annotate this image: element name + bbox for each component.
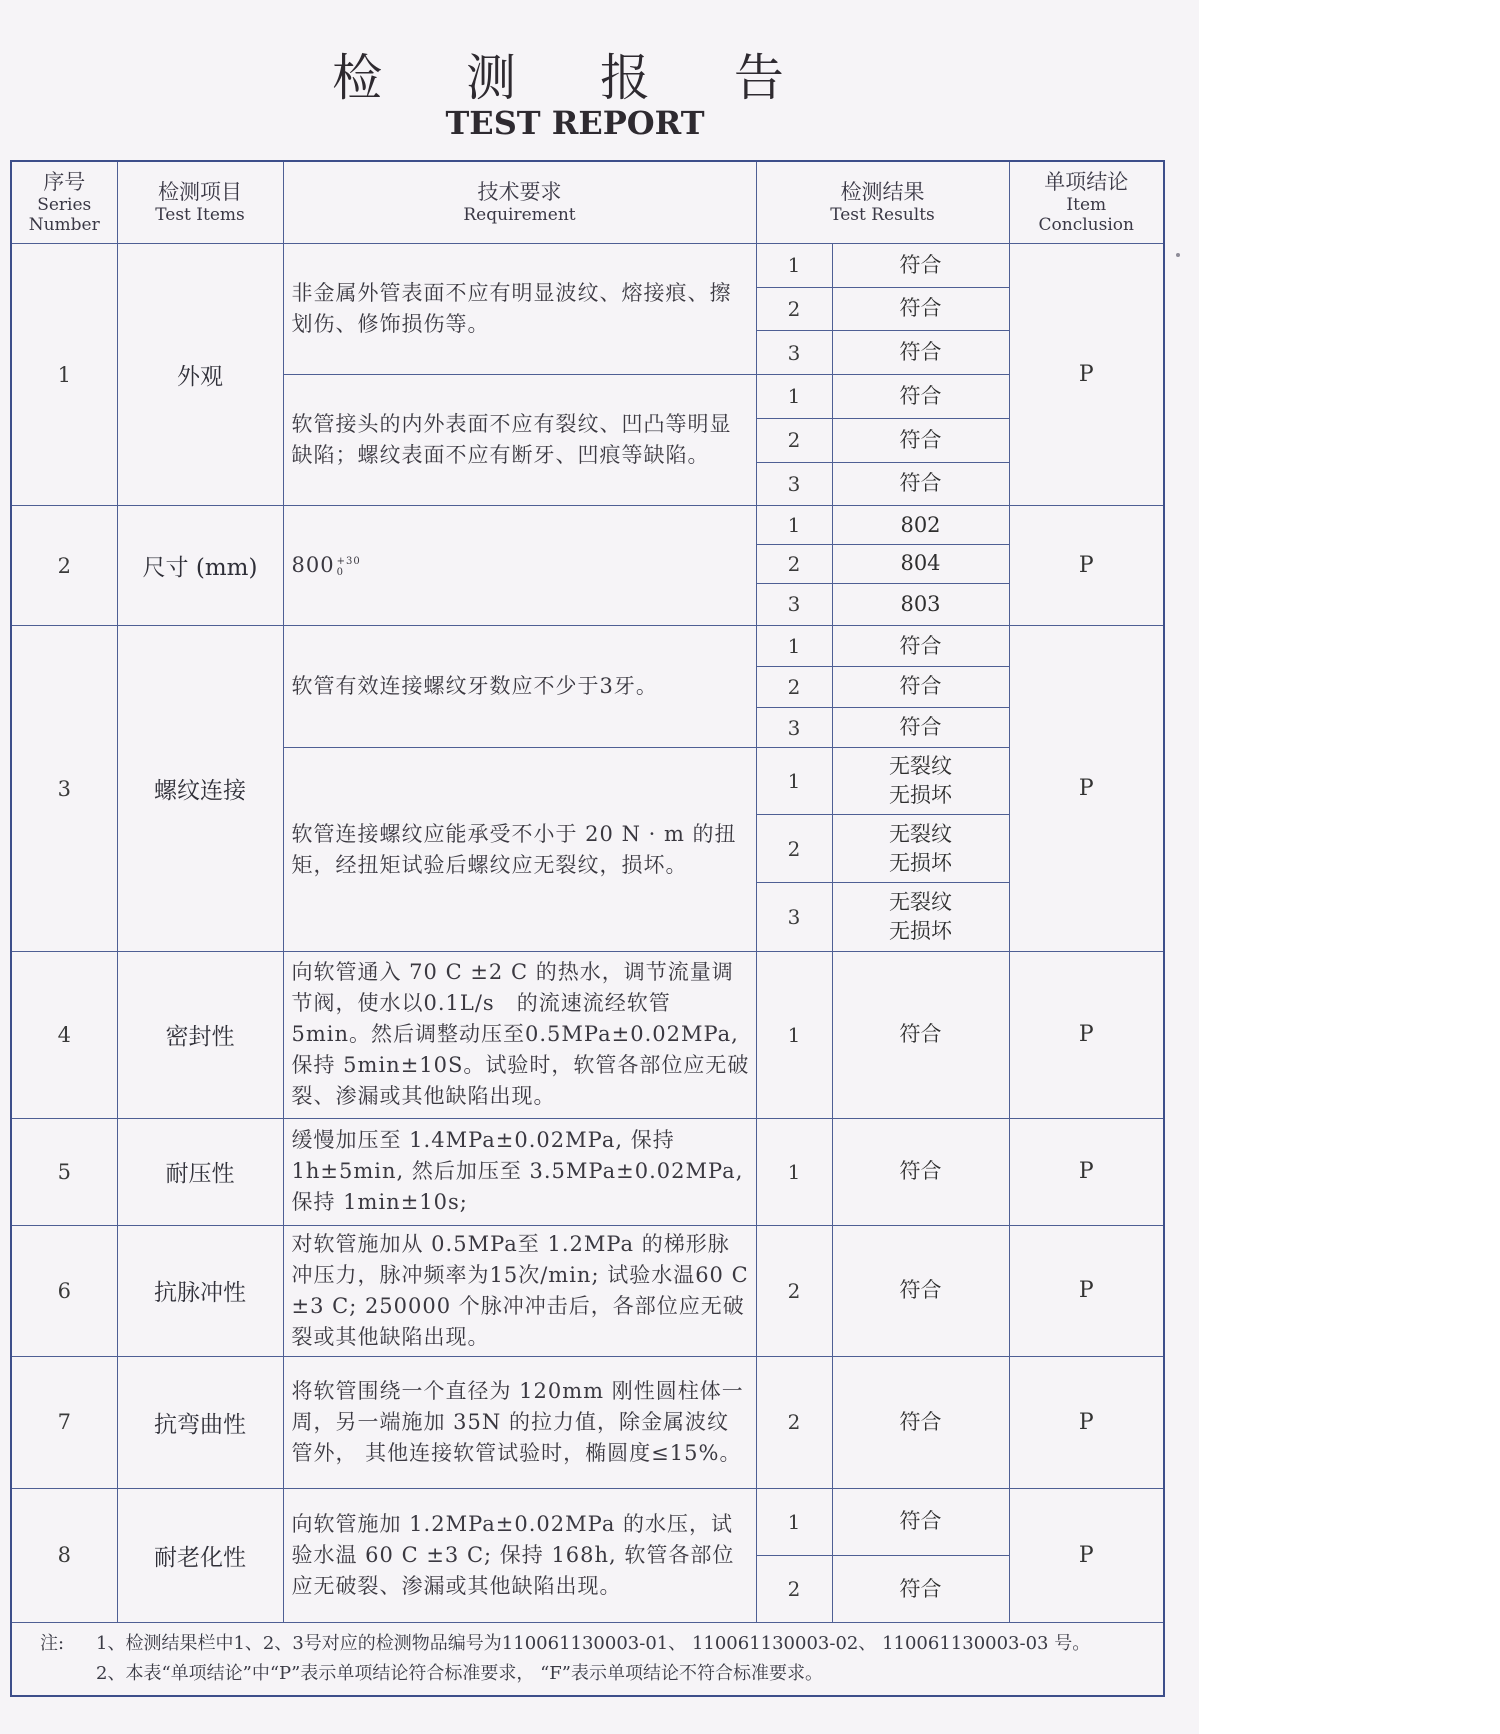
result-index: 2 [756,1356,832,1488]
result-value: 无裂纹 无损坏 [832,882,1009,951]
report-notes [11,1623,1164,1696]
result-value: 符合 [832,418,1009,462]
item-conclusion: P [1009,1356,1164,1488]
result-value: 符合 [832,462,1009,506]
table-row [11,626,1164,667]
row-number: 5 [11,1118,117,1226]
result-index: 3 [756,707,832,748]
result-index: 3 [756,462,832,506]
result-value: 符合 [832,331,1009,375]
report-title-en: TEST REPORT [445,104,705,142]
table-row [11,1118,1164,1226]
result-index: 2 [756,544,832,583]
requirement-text: 软管连接螺纹应能承受不小于 20 N · m 的扭矩，经扭矩试验后螺纹应无裂纹，损坏。 [283,748,756,951]
note-line-2: 2、本表“单项结论”中“P”表示单项结论符合标准要求， “F”表示单项结论不符合标准要求。 [96,1663,823,1685]
result-value: 符合 [832,626,1009,667]
result-value: 符合 [832,707,1009,748]
result-value: 无裂纹 无损坏 [832,815,1009,882]
result-index: 2 [756,666,832,707]
requirement-text: 软管接头的内外表面不应有裂纹、凹凸等明显缺陷；螺纹表面不应有断牙、凹痕等缺陷。 [283,375,756,506]
requirement-text: 对软管施加从 0.5MPa至 1.2MPa 的梯形脉冲压力，脉冲频率为15次/min; 试验水温60 C ±3 C; 250000 个脉冲冲击后，各部位应无破裂或其他缺陷出现。 [283,1226,756,1356]
result-index: 1 [756,951,832,1118]
header-requirement: 技术要求 Requirement [283,161,756,243]
result-value: 符合 [832,1356,1009,1488]
notes-row [11,1623,1164,1696]
requirement-text [283,506,756,626]
report-title-cn: 检 测 报 告 [332,49,818,107]
result-value: 符合 [832,243,1009,287]
row-number: 6 [11,1226,117,1356]
test-item: 抗脉冲性 [117,1226,283,1356]
result-value: 803 [832,583,1009,626]
result-index: 1 [756,626,832,667]
table-row [11,506,1164,545]
result-value: 符合 [832,375,1009,419]
result-index: 2 [756,815,832,882]
requirement-text: 向软管施加 1.2MPa±0.02MPa 的水压，试验水温 60 C ±3 C; 保持 168h, 软管各部位应无破裂、渗漏或其他缺陷出现。 [283,1488,756,1622]
result-index: 2 [756,1226,832,1356]
result-index: 2 [756,1555,832,1622]
result-value: 符合 [832,1488,1009,1555]
item-conclusion: P [1009,626,1164,951]
result-index: 1 [756,1488,832,1555]
requirement-text: 将软管围绕一个直径为 120mm 刚性圆柱体一周，另一端施加 35N 的拉力值，除金属波纹管外， 其他连接软管试验时，椭圆度≤15%。 [283,1356,756,1488]
result-value: 符合 [832,951,1009,1118]
header-conclusion: 单项结论 Item Conclusion [1009,161,1164,243]
row-number: 1 [11,243,117,505]
size-tolerance-upper: +30 [336,555,361,567]
item-conclusion: P [1009,951,1164,1118]
result-value: 无裂纹 无损坏 [832,748,1009,815]
test-item: 螺纹连接 [117,626,283,951]
requirement-text: 缓慢加压至 1.4MPa±0.02MPa, 保持 1h±5min, 然后加压至 3.5MPa±0.02MPa, 保持 1min±10s; [283,1118,756,1226]
size-nominal: 800 [291,553,335,578]
result-value: 804 [832,544,1009,583]
result-value: 符合 [832,287,1009,331]
row-number: 4 [11,951,117,1118]
requirement-text: 向软管通入 70 C ±2 C 的热水，调节流量调节阀，使水以0.1L/s 的流速流经软管5min。然后调整动压至0.5MPa±0.02MPa,保持 5min±10S。试验时，软管各部位应无破裂、渗漏或其他缺陷出现。 [283,951,756,1118]
paper-speck [1176,253,1180,257]
row-number: 3 [11,626,117,951]
result-value: 符合 [832,1226,1009,1356]
item-conclusion: P [1009,1118,1164,1226]
item-conclusion: P [1009,243,1164,505]
test-item: 外观 [117,243,283,505]
result-index: 1 [756,748,832,815]
result-value: 符合 [832,666,1009,707]
row-number: 8 [11,1488,117,1622]
row-number: 2 [11,506,117,626]
test-item: 耐老化性 [117,1488,283,1622]
table-row [11,243,1164,287]
table-row [11,1356,1164,1488]
header-test-items: 检测项目 Test Items [117,161,283,243]
item-conclusion: P [1009,1488,1164,1622]
result-index: 1 [756,243,832,287]
table-row [11,951,1164,1118]
result-index: 3 [756,882,832,951]
test-item: 抗弯曲性 [117,1356,283,1488]
requirement-text: 非金属外管表面不应有明显波纹、熔接痕、擦划伤、修饰损伤等。 [283,243,756,374]
result-value: 符合 [832,1555,1009,1622]
table-row [11,1488,1164,1555]
result-index: 3 [756,331,832,375]
result-index: 2 [756,287,832,331]
result-index: 1 [756,506,832,545]
result-index: 2 [756,418,832,462]
result-index: 1 [756,375,832,419]
table-row [11,1226,1164,1356]
notes-label: 注: [40,1633,65,1655]
test-report-table [10,160,1165,1697]
header-series: 序号 Series Number [11,161,117,243]
item-conclusion: P [1009,506,1164,626]
result-index: 3 [756,583,832,626]
result-index: 1 [756,1118,832,1226]
test-item: 密封性 [117,951,283,1118]
row-number: 7 [11,1356,117,1488]
header-test-results: 检测结果 Test Results [756,161,1009,243]
test-item: 耐压性 [117,1118,283,1226]
note-line-1: 1、检测结果栏中1、2、3号对应的检测物品编号为110061130003-01、 110061130003-02、 110061130003-03 号。 [96,1633,1091,1655]
result-value: 802 [832,506,1009,545]
size-tolerance-lower: 0 [336,566,344,578]
requirement-text: 软管有效连接螺纹牙数应不少于3牙。 [283,626,756,748]
test-item: 尺寸 (mm) [117,506,283,626]
result-value: 符合 [832,1118,1009,1226]
item-conclusion: P [1009,1226,1164,1356]
